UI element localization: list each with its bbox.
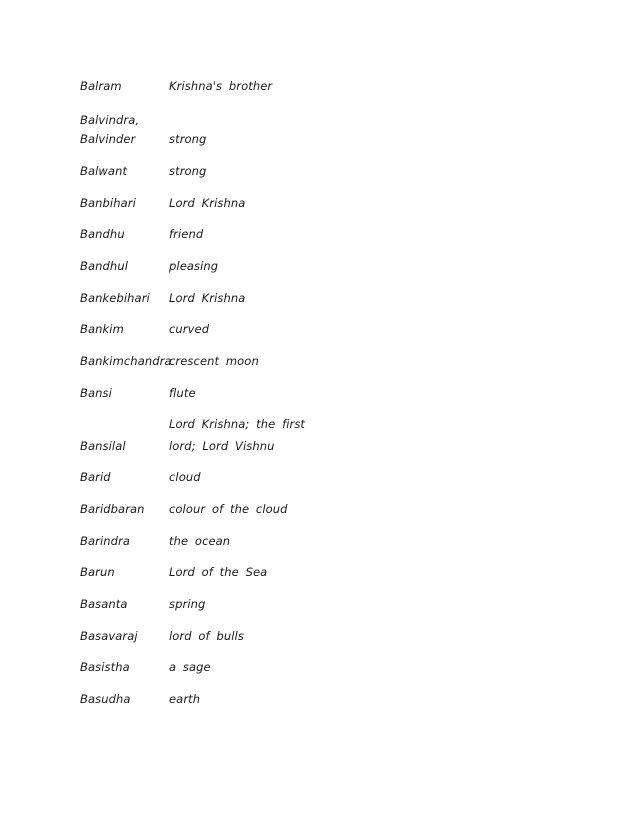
name-text: Bandhu bbox=[80, 227, 125, 241]
meaning-text: strong bbox=[169, 132, 207, 146]
meaning-text: flute bbox=[169, 386, 196, 400]
name-text: Balram bbox=[80, 79, 122, 93]
name-text: Barun bbox=[80, 565, 115, 579]
name-text: Basistha bbox=[80, 660, 130, 674]
name-text: Balwant bbox=[80, 164, 128, 178]
name-text: Bandhul bbox=[80, 259, 128, 273]
meaning-text: lord; Lord Vishnu bbox=[169, 439, 275, 453]
meaning-text: colour of the cloud bbox=[169, 502, 288, 516]
name-text: Barindra bbox=[80, 534, 131, 548]
name-text: Basavaraj bbox=[80, 629, 138, 643]
meaning-text: Lord Krishna bbox=[169, 291, 246, 305]
meaning-text: Lord of the Sea bbox=[169, 565, 268, 579]
meaning-text: strong bbox=[169, 164, 207, 178]
meaning-text: Lord Krishna bbox=[169, 196, 246, 210]
name-text: Bankimchandra bbox=[80, 354, 172, 368]
name-text: Basanta bbox=[80, 597, 128, 611]
name-text: Balvinder bbox=[80, 132, 136, 146]
meaning-text: lord of bulls bbox=[169, 629, 244, 643]
name-text: Balvindra, bbox=[80, 113, 140, 127]
name-text: Bansi bbox=[80, 386, 112, 400]
meaning-text: earth bbox=[169, 692, 201, 706]
meaning-text: crescent moon bbox=[169, 354, 259, 368]
meaning-text: Krishna's brother bbox=[169, 79, 273, 93]
meaning-text: spring bbox=[169, 597, 206, 611]
name-text: Banbihari bbox=[80, 196, 136, 210]
meaning-text: cloud bbox=[169, 470, 201, 484]
name-text: Barid bbox=[80, 470, 111, 484]
name-text: Baridbaran bbox=[80, 502, 145, 516]
meaning-text: a sage bbox=[169, 660, 211, 674]
meaning-text: the ocean bbox=[169, 534, 231, 548]
name-text: Bankim bbox=[80, 322, 124, 336]
meaning-text: Lord Krishna; the first bbox=[169, 417, 306, 431]
meaning-text: curved bbox=[169, 322, 210, 336]
name-text: Basudha bbox=[80, 692, 131, 706]
meaning-text: pleasing bbox=[169, 259, 219, 273]
name-text: Bankebihari bbox=[80, 291, 150, 305]
meaning-text: friend bbox=[169, 227, 204, 241]
name-text: Bansilal bbox=[80, 439, 126, 453]
